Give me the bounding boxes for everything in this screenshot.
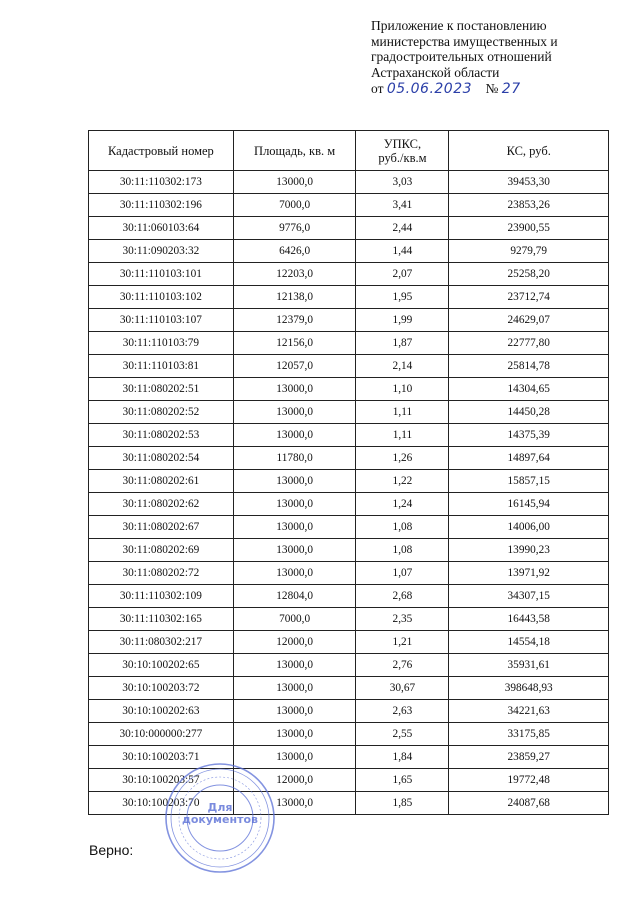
stamp-center-text bbox=[176, 802, 264, 826]
verno-label: Верно: bbox=[89, 842, 134, 858]
cell-cadastral-number: 30:11:080202:61 bbox=[89, 470, 234, 493]
table-row bbox=[89, 332, 609, 355]
cell-cadastral-number: 30:11:080202:72 bbox=[89, 562, 234, 585]
table-row bbox=[89, 378, 609, 401]
cell-area: 13000,0 bbox=[233, 700, 356, 723]
cell-area: 13000,0 bbox=[233, 746, 356, 769]
cell-upks: 2,68 bbox=[356, 585, 449, 608]
cell-ks: 13971,92 bbox=[449, 562, 609, 585]
cell-upks: 1,65 bbox=[356, 769, 449, 792]
cell-ks: 34221,63 bbox=[449, 700, 609, 723]
cell-upks: 2,14 bbox=[356, 355, 449, 378]
cell-area: 12156,0 bbox=[233, 332, 356, 355]
cell-cadastral-number: 30:10:100202:63 bbox=[89, 700, 234, 723]
table-row bbox=[89, 355, 609, 378]
cell-cadastral-number: 30:11:110103:81 bbox=[89, 355, 234, 378]
table-row bbox=[89, 631, 609, 654]
table-header-row bbox=[89, 131, 609, 171]
cell-area: 9776,0 bbox=[233, 217, 356, 240]
table-row bbox=[89, 263, 609, 286]
cell-area: 13000,0 bbox=[233, 792, 356, 815]
table-row bbox=[89, 654, 609, 677]
cell-area: 11780,0 bbox=[233, 447, 356, 470]
table-row bbox=[89, 240, 609, 263]
cell-upks: 3,03 bbox=[356, 171, 449, 194]
cell-ks: 15857,15 bbox=[449, 470, 609, 493]
table-row bbox=[89, 286, 609, 309]
cell-upks: 1,08 bbox=[356, 516, 449, 539]
cell-upks: 1,84 bbox=[356, 746, 449, 769]
table-row bbox=[89, 447, 609, 470]
cell-ks: 25814,78 bbox=[449, 355, 609, 378]
cell-area: 13000,0 bbox=[233, 539, 356, 562]
cell-area: 12057,0 bbox=[233, 355, 356, 378]
cell-cadastral-number: 30:10:100203:70 bbox=[89, 792, 234, 815]
table-row bbox=[89, 309, 609, 332]
cell-ks: 25258,20 bbox=[449, 263, 609, 286]
table-row bbox=[89, 608, 609, 631]
cell-ks: 16145,94 bbox=[449, 493, 609, 516]
cell-ks: 9279,79 bbox=[449, 240, 609, 263]
header-line-3: градостроительных отношений bbox=[371, 49, 552, 64]
cell-upks: 1,95 bbox=[356, 286, 449, 309]
cell-ks: 14375,39 bbox=[449, 424, 609, 447]
cell-ks: 14006,00 bbox=[449, 516, 609, 539]
column-header-upks: УПКС, руб./кв.м bbox=[356, 131, 449, 171]
cell-ks: 14304,65 bbox=[449, 378, 609, 401]
table-row bbox=[89, 217, 609, 240]
cell-upks: 1,11 bbox=[356, 401, 449, 424]
cell-area: 6426,0 bbox=[233, 240, 356, 263]
cell-ks: 24629,07 bbox=[449, 309, 609, 332]
cell-ks: 16443,58 bbox=[449, 608, 609, 631]
cell-area: 13000,0 bbox=[233, 424, 356, 447]
cell-ks: 14897,64 bbox=[449, 447, 609, 470]
cell-upks: 1,11 bbox=[356, 424, 449, 447]
header-line-2: министерства имущественных и bbox=[371, 33, 558, 49]
cell-cadastral-number: 30:11:110302:165 bbox=[89, 608, 234, 631]
cell-area: 12379,0 bbox=[233, 309, 356, 332]
cell-ks: 398648,93 bbox=[449, 677, 609, 700]
header-line-1: Приложение к постановлению bbox=[371, 18, 547, 33]
stamp-line-2: документов bbox=[181, 813, 259, 826]
cell-cadastral-number: 30:11:080302:217 bbox=[89, 631, 234, 654]
cell-ks: 34307,15 bbox=[449, 585, 609, 608]
number-prefix: № bbox=[485, 81, 499, 96]
cell-cadastral-number: 30:11:110302:173 bbox=[89, 171, 234, 194]
table-row bbox=[89, 401, 609, 424]
cell-cadastral-number: 30:11:080202:62 bbox=[89, 493, 234, 516]
table-row bbox=[89, 539, 609, 562]
cell-cadastral-number: 30:11:090203:32 bbox=[89, 240, 234, 263]
cell-cadastral-number: 30:11:060103:64 bbox=[89, 217, 234, 240]
cell-area: 12000,0 bbox=[233, 631, 356, 654]
cell-upks: 1,21 bbox=[356, 631, 449, 654]
cell-upks: 3,41 bbox=[356, 194, 449, 217]
cell-cadastral-number: 30:11:110103:79 bbox=[89, 332, 234, 355]
table-row bbox=[89, 700, 609, 723]
cell-upks: 2,44 bbox=[356, 217, 449, 240]
column-header-area: Площадь, кв. м bbox=[233, 131, 356, 171]
cell-area: 13000,0 bbox=[233, 171, 356, 194]
cell-cadastral-number: 30:11:110103:101 bbox=[89, 263, 234, 286]
table-row bbox=[89, 424, 609, 447]
cell-area: 13000,0 bbox=[233, 378, 356, 401]
cell-cadastral-number: 30:11:080202:52 bbox=[89, 401, 234, 424]
cell-area: 7000,0 bbox=[233, 194, 356, 217]
cell-area: 12804,0 bbox=[233, 585, 356, 608]
cell-upks: 1,26 bbox=[356, 447, 449, 470]
document-header bbox=[371, 18, 621, 98]
table-row bbox=[89, 493, 609, 516]
cell-ks: 24087,68 bbox=[449, 792, 609, 815]
table-row bbox=[89, 171, 609, 194]
cell-upks: 1,87 bbox=[356, 332, 449, 355]
cell-cadastral-number: 30:10:100203:72 bbox=[89, 677, 234, 700]
date-prefix: от bbox=[371, 81, 384, 96]
cell-area: 12138,0 bbox=[233, 286, 356, 309]
number-value: 27 bbox=[501, 81, 521, 97]
cell-area: 13000,0 bbox=[233, 493, 356, 516]
cell-ks: 33175,85 bbox=[449, 723, 609, 746]
cell-upks: 2,07 bbox=[356, 263, 449, 286]
cell-cadastral-number: 30:11:080202:54 bbox=[89, 447, 234, 470]
stamp-line-1: Для bbox=[207, 801, 233, 814]
table-row bbox=[89, 562, 609, 585]
cell-area: 13000,0 bbox=[233, 723, 356, 746]
table-row bbox=[89, 194, 609, 217]
cell-upks: 1,08 bbox=[356, 539, 449, 562]
table-body bbox=[89, 171, 609, 815]
column-header-ks: КС, руб. bbox=[449, 131, 609, 171]
cell-area: 13000,0 bbox=[233, 401, 356, 424]
cell-cadastral-number: 30:11:080202:67 bbox=[89, 516, 234, 539]
cell-upks: 1,99 bbox=[356, 309, 449, 332]
cell-ks: 14450,28 bbox=[449, 401, 609, 424]
cell-area: 7000,0 bbox=[233, 608, 356, 631]
cell-upks: 2,63 bbox=[356, 700, 449, 723]
cell-area: 13000,0 bbox=[233, 677, 356, 700]
cell-upks: 1,24 bbox=[356, 493, 449, 516]
table-row bbox=[89, 585, 609, 608]
cell-ks: 13990,23 bbox=[449, 539, 609, 562]
cell-upks: 2,55 bbox=[356, 723, 449, 746]
cell-upks: 1,22 bbox=[356, 470, 449, 493]
cell-ks: 19772,48 bbox=[449, 769, 609, 792]
cell-ks: 35931,61 bbox=[449, 654, 609, 677]
cell-area: 12203,0 bbox=[233, 263, 356, 286]
cell-cadastral-number: 30:11:110103:102 bbox=[89, 286, 234, 309]
cell-ks: 39453,30 bbox=[449, 171, 609, 194]
cell-area: 13000,0 bbox=[233, 516, 356, 539]
cell-upks: 1,44 bbox=[356, 240, 449, 263]
column-header-cadastral-number: Кадастровый номер bbox=[89, 131, 234, 171]
cell-ks: 22777,80 bbox=[449, 332, 609, 355]
cadastral-table bbox=[88, 130, 609, 815]
cell-upks: 1,85 bbox=[356, 792, 449, 815]
cell-area: 13000,0 bbox=[233, 470, 356, 493]
cell-upks: 2,76 bbox=[356, 654, 449, 677]
cell-area: 13000,0 bbox=[233, 654, 356, 677]
cell-area: 12000,0 bbox=[233, 769, 356, 792]
cell-cadastral-number: 30:11:080202:69 bbox=[89, 539, 234, 562]
table-row bbox=[89, 677, 609, 700]
cell-ks: 23859,27 bbox=[449, 746, 609, 769]
cell-upks: 1,10 bbox=[356, 378, 449, 401]
date-number-row bbox=[371, 81, 621, 98]
table-row bbox=[89, 516, 609, 539]
header-line-4: Астраханской области bbox=[371, 64, 500, 80]
cell-ks: 23900,55 bbox=[449, 217, 609, 240]
cell-upks: 2,35 bbox=[356, 608, 449, 631]
cell-cadastral-number: 30:11:080202:51 bbox=[89, 378, 234, 401]
cell-ks: 23712,74 bbox=[449, 286, 609, 309]
cell-cadastral-number: 30:11:110302:196 bbox=[89, 194, 234, 217]
cell-cadastral-number: 30:11:110103:107 bbox=[89, 309, 234, 332]
cell-cadastral-number: 30:11:080202:53 bbox=[89, 424, 234, 447]
table-row bbox=[89, 470, 609, 493]
cell-upks: 1,07 bbox=[356, 562, 449, 585]
date-value: 05.06.2023 bbox=[386, 81, 473, 97]
cell-upks: 30,67 bbox=[356, 677, 449, 700]
cell-cadastral-number: 30:10:000000:277 bbox=[89, 723, 234, 746]
cell-cadastral-number: 30:10:100203:71 bbox=[89, 746, 234, 769]
table-row bbox=[89, 723, 609, 746]
cell-cadastral-number: 30:10:100202:65 bbox=[89, 654, 234, 677]
cell-cadastral-number: 30:10:100203:57 bbox=[89, 769, 234, 792]
cell-cadastral-number: 30:11:110302:109 bbox=[89, 585, 234, 608]
cell-ks: 14554,18 bbox=[449, 631, 609, 654]
cell-ks: 23853,26 bbox=[449, 194, 609, 217]
cell-area: 13000,0 bbox=[233, 562, 356, 585]
